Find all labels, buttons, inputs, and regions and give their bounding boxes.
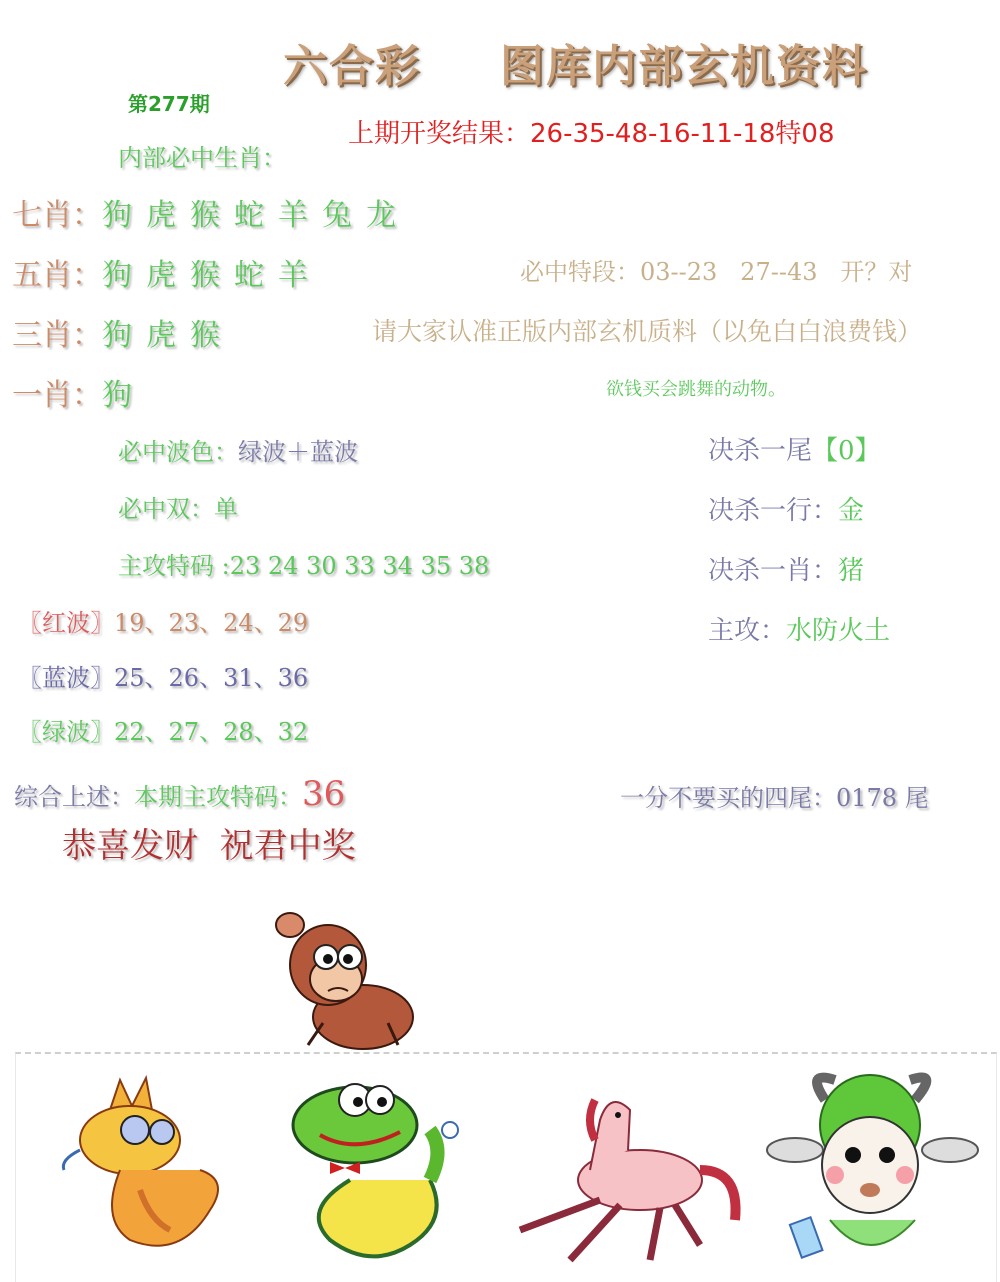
summary-number: 36 <box>302 774 346 814</box>
kill-row-label: 决杀一行： <box>708 496 839 526</box>
notice-text: 请大家认准正版内部玄机质料（以免白白浪费钱） <box>372 317 923 346</box>
four-tails: 一分不要买的四尾：0178 尾 <box>620 784 929 812</box>
snake-image <box>280 1070 480 1270</box>
zodiac-item: 猴 <box>190 198 220 233</box>
issue-number: 第277期 <box>128 92 210 116</box>
double-value: 单 <box>214 495 238 523</box>
last-result: 上期开奖结果：26-35-48-16-11-18特08 <box>348 119 835 149</box>
kill-tail-label: 决杀一尾 <box>708 436 813 466</box>
kill-tail <box>708 430 881 467</box>
main-codes-line <box>118 546 489 581</box>
wave-green-numbers: 22、27、28、32 <box>114 718 309 746</box>
wave-red <box>18 603 308 638</box>
title-right: 图库内部玄机资料 <box>500 41 868 92</box>
title-left: 六合彩 <box>283 41 421 92</box>
zodiac-list <box>102 378 146 413</box>
zodiac-list <box>102 198 410 233</box>
zodiac-row-three <box>12 310 234 354</box>
main-attack <box>708 610 890 647</box>
zodiac-row-one <box>12 370 146 414</box>
riddle-text: 欲钱买会跳舞的动物。 <box>606 379 786 400</box>
zodiac-item: 蛇 <box>234 258 264 293</box>
zodiac-item: 狗 <box>102 198 132 233</box>
zodiac-item: 羊 <box>278 258 308 293</box>
kill-zodiac <box>708 550 864 587</box>
zodiac-item: 虎 <box>146 198 176 233</box>
wave-green-label: 〖绿波〗 <box>18 718 114 746</box>
kill-zodiac-label: 决杀一肖： <box>708 556 839 586</box>
wave-blue <box>18 658 308 693</box>
wave-value: 绿波＋蓝波 <box>238 438 358 466</box>
zodiac-row-five <box>12 250 322 294</box>
zodiac-heading: 内部必中生肖： <box>118 144 286 172</box>
zodiac-row-seven <box>12 190 410 234</box>
zodiac-list <box>102 258 322 293</box>
summary-line <box>14 774 345 814</box>
zodiac-item: 猴 <box>190 258 220 293</box>
main-codes-value: 23 24 30 33 34 35 38 <box>229 552 490 580</box>
kill-row <box>708 490 864 527</box>
wave-green <box>18 712 308 747</box>
main-attack-label: 主攻： <box>708 616 787 646</box>
zodiac-row-label: 三肖： <box>12 318 102 353</box>
dragon-image <box>40 1070 240 1270</box>
zodiac-item: 狗 <box>102 378 132 413</box>
double-line <box>118 489 238 524</box>
wave-line <box>118 432 358 467</box>
zodiac-list <box>102 318 234 353</box>
zodiac-row-label: 一肖： <box>12 378 102 413</box>
wave-label: 必中波色： <box>118 438 238 466</box>
zodiac-item: 羊 <box>278 198 308 233</box>
zodiac-item: 猴 <box>190 318 220 353</box>
kill-zodiac-value: 猪 <box>838 556 865 586</box>
zodiac-item: 虎 <box>146 258 176 293</box>
zodiac-item: 兔 <box>322 198 352 233</box>
zodiac-row-label: 七肖： <box>12 198 102 233</box>
special-range: 必中特段：03--23 27--43 开？对 <box>520 258 913 286</box>
monkey-image <box>268 905 458 1055</box>
double-label: 必中双： <box>118 495 214 523</box>
wave-blue-label: 〖蓝波〗 <box>18 664 114 692</box>
kill-tail-value: 【0】 <box>812 436 881 466</box>
zodiac-item: 蛇 <box>234 198 264 233</box>
goat-image <box>765 1070 985 1270</box>
summary-text: 本期主攻特码： <box>134 783 302 811</box>
summary-label: 综合上述： <box>14 783 134 811</box>
wave-red-label: 〖红波〗 <box>18 609 114 637</box>
wave-blue-numbers: 25、26、31、36 <box>114 664 309 692</box>
horse-image <box>500 1070 750 1270</box>
zodiac-item: 狗 <box>102 318 132 353</box>
zodiac-item: 虎 <box>146 318 176 353</box>
blessing: 恭喜发财 祝君中奖 <box>62 826 356 866</box>
zodiac-item: 狗 <box>102 258 132 293</box>
zodiac-row-label: 五肖： <box>12 258 102 293</box>
wave-red-numbers: 19、23、24、29 <box>114 609 309 637</box>
zodiac-item: 龙 <box>366 198 396 233</box>
main-attack-value: 水防火土 <box>786 616 891 646</box>
kill-row-value: 金 <box>838 496 865 526</box>
main-codes-label: 主攻特码 : <box>118 552 230 580</box>
